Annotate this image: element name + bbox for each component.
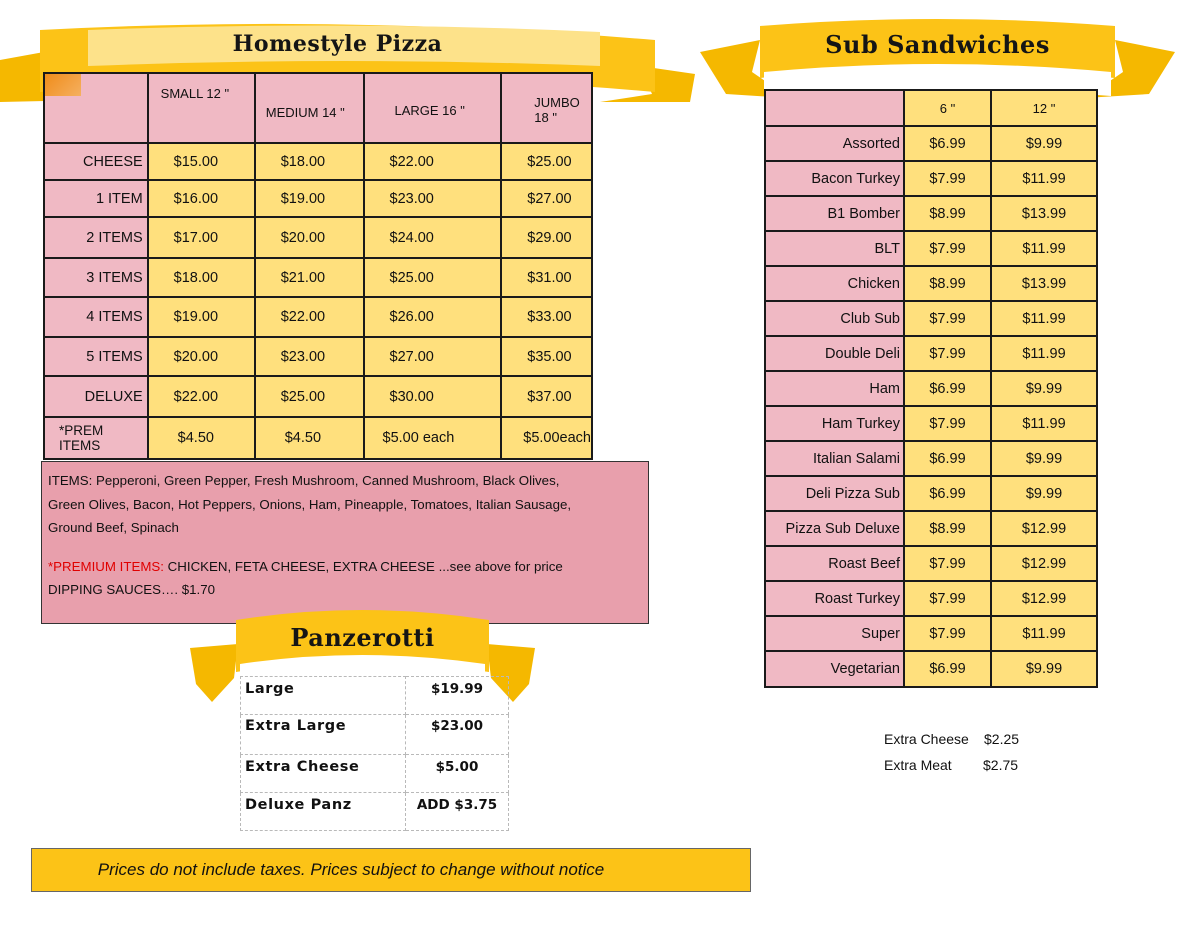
price-cell: $5.00each xyxy=(501,417,592,459)
price-cell: $7.99 xyxy=(904,616,991,651)
items-line: ITEMS: Pepperoni, Green Pepper, Fresh Mushroom, Canned Mushroom, Black Olives, xyxy=(48,473,560,488)
price-cell: $29.00 xyxy=(501,217,592,258)
price-cell: $8.99 xyxy=(904,511,991,546)
panz-name: Deluxe Panz xyxy=(241,793,406,831)
row-label: 4 ITEMS xyxy=(44,297,148,337)
row-label: 5 ITEMS xyxy=(44,337,148,376)
price-cell: $13.99 xyxy=(991,266,1097,301)
price-cell: $26.00 xyxy=(364,297,502,337)
pizza-title: Homestyle Pizza xyxy=(232,31,443,57)
table-corner xyxy=(44,73,148,143)
panzerotti-title: Panzerotti xyxy=(290,623,435,652)
price-cell: $9.99 xyxy=(991,476,1097,511)
price-cell: $7.99 xyxy=(904,161,991,196)
price-cell: $23.00 xyxy=(364,180,502,217)
price-cell: $27.00 xyxy=(501,180,592,217)
price-cell: $18.00 xyxy=(255,143,364,180)
price-cell: $12.99 xyxy=(991,546,1097,581)
dipping-sauces: DIPPING SAUCES…. $1.70 xyxy=(48,582,216,597)
row-label: 2 ITEMS xyxy=(44,217,148,258)
table-row xyxy=(765,336,1097,371)
price-cell: $11.99 xyxy=(991,336,1097,371)
panz-price: $5.00 xyxy=(406,755,509,793)
price-cell: $11.99 xyxy=(991,406,1097,441)
price-cell: $20.00 xyxy=(255,217,364,258)
row-label: *PREM ITEMS xyxy=(44,417,148,459)
panzerotti-price-table xyxy=(240,676,509,831)
extra-label: Extra Meat xyxy=(884,757,952,773)
table-row xyxy=(765,581,1097,616)
sub-name: Ham Turkey xyxy=(765,406,904,441)
table-row xyxy=(765,266,1097,301)
table-row xyxy=(44,297,592,337)
extra-price: $2.75 xyxy=(983,757,1019,773)
extra-line xyxy=(884,726,1019,752)
price-cell: $31.00 xyxy=(501,258,592,297)
header-12-inch: 12 " xyxy=(991,90,1097,126)
price-cell: $6.99 xyxy=(904,651,991,687)
panz-name: Large xyxy=(241,677,406,715)
pizza-price-table xyxy=(43,72,593,460)
price-cell: $4.50 xyxy=(148,417,255,459)
price-cell: $11.99 xyxy=(991,301,1097,336)
price-cell: $22.00 xyxy=(364,143,502,180)
header-large: LARGE 16 " xyxy=(364,73,502,143)
sub-name: Bacon Turkey xyxy=(765,161,904,196)
sub-name: Roast Turkey xyxy=(765,581,904,616)
row-label: CHEESE xyxy=(44,143,148,180)
sub-name: Chicken xyxy=(765,266,904,301)
table-row xyxy=(241,715,509,755)
price-cell: $13.99 xyxy=(991,196,1097,231)
sub-name: Vegetarian xyxy=(765,651,904,687)
table-row xyxy=(44,180,592,217)
table-row xyxy=(765,441,1097,476)
price-cell: $9.99 xyxy=(991,441,1097,476)
panz-name: Extra Large xyxy=(241,715,406,755)
table-row xyxy=(765,161,1097,196)
price-cell: $6.99 xyxy=(904,126,991,161)
extra-label: Extra Cheese xyxy=(884,731,969,747)
price-cell: $24.00 xyxy=(364,217,502,258)
price-cell: $8.99 xyxy=(904,196,991,231)
premium-label: *PREMIUM ITEMS: xyxy=(48,558,164,574)
price-disclaimer: Prices do not include taxes. Prices subject to change without notice xyxy=(31,848,751,892)
sub-name: Italian Salami xyxy=(765,441,904,476)
price-cell: $37.00 xyxy=(501,376,592,417)
price-cell: $23.00 xyxy=(255,337,364,376)
price-cell: $8.99 xyxy=(904,266,991,301)
price-cell: $11.99 xyxy=(991,616,1097,651)
sub-name: BLT xyxy=(765,231,904,266)
table-row xyxy=(241,793,509,831)
price-cell: $6.99 xyxy=(904,371,991,406)
panz-name: Extra Cheese xyxy=(241,755,406,793)
price-cell: $20.00 xyxy=(148,337,255,376)
header-6-inch: 6 " xyxy=(904,90,991,126)
table-row xyxy=(765,196,1097,231)
price-cell: $11.99 xyxy=(991,231,1097,266)
table-row xyxy=(765,371,1097,406)
price-cell: $9.99 xyxy=(991,651,1097,687)
table-row xyxy=(765,231,1097,266)
price-cell: $35.00 xyxy=(501,337,592,376)
price-cell: $12.99 xyxy=(991,511,1097,546)
subs-price-table xyxy=(764,89,1098,688)
table-row xyxy=(765,511,1097,546)
price-cell: $9.99 xyxy=(991,126,1097,161)
price-cell: $7.99 xyxy=(904,546,991,581)
price-cell: $11.99 xyxy=(991,161,1097,196)
price-cell: $7.99 xyxy=(904,336,991,371)
sub-name: Double Deli xyxy=(765,336,904,371)
header-small: SMALL 12 " xyxy=(148,73,255,143)
table-row xyxy=(241,755,509,793)
price-cell: $33.00 xyxy=(501,297,592,337)
sub-name: Super xyxy=(765,616,904,651)
price-cell: $15.00 xyxy=(148,143,255,180)
price-cell: $6.99 xyxy=(904,441,991,476)
row-label: DELUXE xyxy=(44,376,148,417)
items-line: Green Olives, Bacon, Hot Peppers, Onions, Ham, Pineapple, Tomatoes, Italian Sausage, xyxy=(48,496,572,512)
price-cell: $7.99 xyxy=(904,231,991,266)
extra-price: $2.25 xyxy=(984,731,1020,747)
table-row xyxy=(765,406,1097,441)
price-cell: $25.00 xyxy=(364,258,502,297)
table-row xyxy=(241,677,509,715)
extra-line xyxy=(884,752,1019,778)
sub-name: Club Sub xyxy=(765,301,904,336)
price-cell: $9.99 xyxy=(991,371,1097,406)
table-row xyxy=(44,417,592,459)
items-line: Ground Beef, Spinach xyxy=(48,520,179,535)
price-cell: $7.99 xyxy=(904,581,991,616)
table-row xyxy=(44,258,592,297)
header-jumbo: JUMBO 18 " xyxy=(501,73,592,143)
table-row xyxy=(765,126,1097,161)
table-row xyxy=(765,546,1097,581)
sub-name: Assorted xyxy=(765,126,904,161)
table-row xyxy=(765,476,1097,511)
sub-name: B1 Bomber xyxy=(765,196,904,231)
price-cell: $19.00 xyxy=(148,297,255,337)
sub-name: Roast Beef xyxy=(765,546,904,581)
price-cell: $6.99 xyxy=(904,476,991,511)
price-cell: $7.99 xyxy=(904,406,991,441)
price-cell: $19.00 xyxy=(255,180,364,217)
price-cell: $17.00 xyxy=(148,217,255,258)
table-row xyxy=(765,616,1097,651)
price-cell: $18.00 xyxy=(148,258,255,297)
price-cell: $25.00 xyxy=(501,143,592,180)
table-row xyxy=(44,337,592,376)
table-row xyxy=(765,301,1097,336)
subs-title: Sub Sandwiches xyxy=(825,30,1050,59)
panz-price: ADD $3.75 xyxy=(406,793,509,831)
sub-name: Pizza Sub Deluxe xyxy=(765,511,904,546)
price-cell: $4.50 xyxy=(255,417,364,459)
table-row xyxy=(44,143,592,180)
row-label: 1 ITEM xyxy=(44,180,148,217)
header-medium: MEDIUM 14 " xyxy=(255,73,364,143)
price-cell: $22.00 xyxy=(255,297,364,337)
table-corner xyxy=(765,90,904,126)
premium-items-line xyxy=(48,555,642,579)
price-cell: $5.00 each xyxy=(364,417,502,459)
panz-price: $23.00 xyxy=(406,715,509,755)
sub-name: Deli Pizza Sub xyxy=(765,476,904,511)
table-row xyxy=(765,90,1097,126)
sub-extras xyxy=(884,726,1019,778)
panz-price: $19.99 xyxy=(406,677,509,715)
price-cell: $7.99 xyxy=(904,301,991,336)
toppings-info-box xyxy=(41,461,649,624)
price-cell: $30.00 xyxy=(364,376,502,417)
price-cell: $21.00 xyxy=(255,258,364,297)
table-row xyxy=(44,217,592,258)
price-cell: $16.00 xyxy=(148,180,255,217)
price-cell: $25.00 xyxy=(255,376,364,417)
premium-text: CHICKEN, FETA CHEESE, EXTRA CHEESE ...see above for price xyxy=(163,558,563,574)
price-cell: $22.00 xyxy=(148,376,255,417)
row-label: 3 ITEMS xyxy=(44,258,148,297)
table-row xyxy=(44,376,592,417)
table-row xyxy=(765,651,1097,687)
sub-name: Ham xyxy=(765,371,904,406)
price-cell: $27.00 xyxy=(364,337,502,376)
price-cell: $12.99 xyxy=(991,581,1097,616)
